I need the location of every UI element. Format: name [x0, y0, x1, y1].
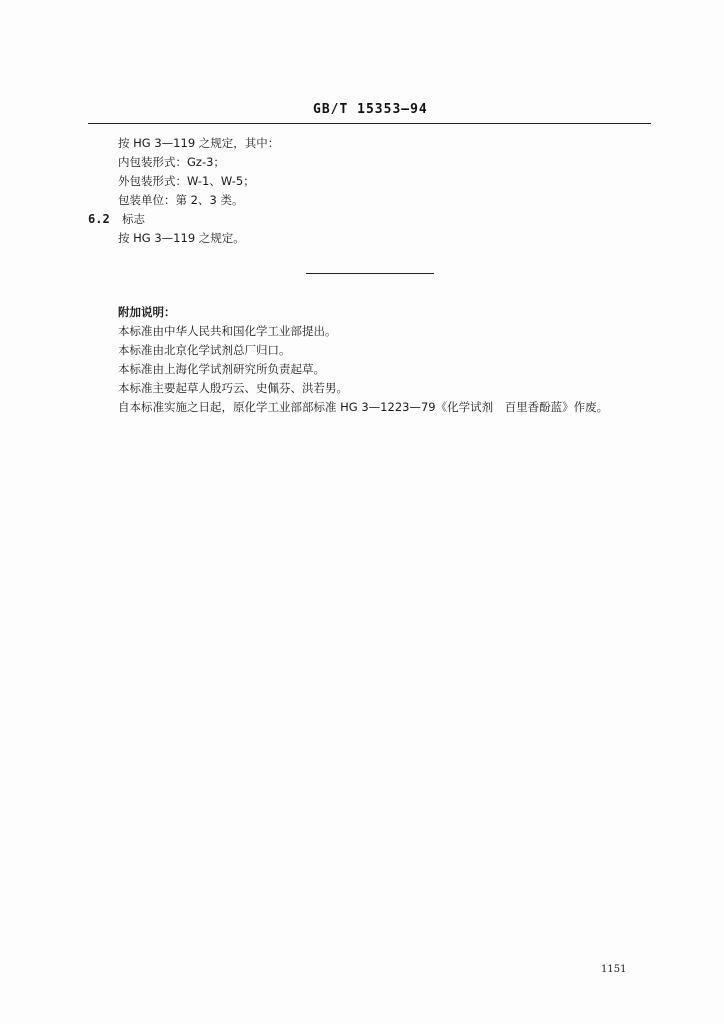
section-number: 6.2 [88, 212, 110, 226]
packaging-line-4: 包装单位：第 2、3 类。 [118, 193, 244, 207]
section-divider [306, 273, 434, 274]
notes-heading: 附加说明： [118, 305, 176, 319]
notes-line-1: 本标准由中华人民共和国化学工业部提出。 [118, 324, 337, 338]
page-number: 1151 [601, 964, 627, 975]
notes-line-5: 自本标准实施之日起，原化学工业部部标准 HG 3—1223—79《化学试剂 百里香酚蓝》作废。 [118, 400, 609, 414]
standard-code: GB/T 15353—94 [313, 102, 428, 117]
section-body: 按 HG 3—119 之规定。 [118, 231, 245, 245]
notes-line-2: 本标准由北京化学试剂总厂归口。 [118, 343, 291, 357]
packaging-line-1: 按 HG 3—119 之规定，其中： [118, 136, 280, 150]
notes-line-3: 本标准由上海化学试剂研究所负责起草。 [118, 362, 325, 376]
header-rule [88, 123, 651, 124]
packaging-line-2: 内包装形式：Gz-3； [118, 155, 225, 169]
section-title: 标志 [122, 212, 145, 226]
packaging-line-3: 外包装形式：W-1、W-5； [118, 174, 255, 188]
notes-line-4: 本标准主要起草人殷巧云、史佩芬、洪若男。 [118, 381, 348, 395]
